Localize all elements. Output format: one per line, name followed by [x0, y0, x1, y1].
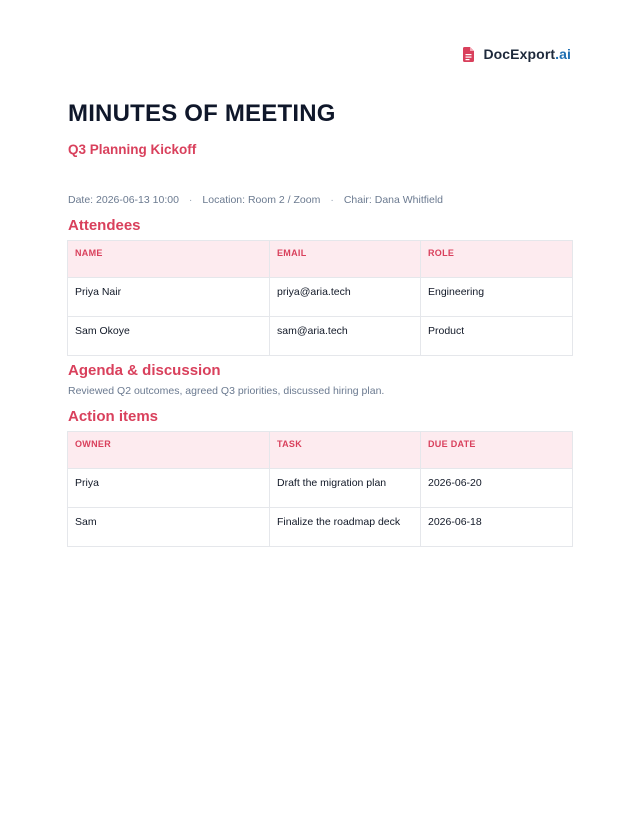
meta-separator: · — [188, 194, 193, 206]
meeting-subtitle: Q3 Planning Kickoff — [68, 142, 197, 157]
action-owner: Sam — [68, 508, 270, 547]
meta-location: Location: Room 2 / Zoom — [202, 194, 321, 206]
attendees-table — [67, 240, 573, 356]
column-header-due-date: DUE DATE — [421, 432, 573, 469]
action-task: Finalize the roadmap deck — [270, 508, 421, 547]
attendee-role: Engineering — [421, 278, 573, 317]
attendee-email: sam@aria.tech — [270, 317, 421, 356]
table-header-row — [68, 241, 573, 278]
document-icon — [463, 47, 474, 62]
attendees-heading: Attendees — [68, 217, 141, 234]
attendee-name: Priya Nair — [68, 278, 270, 317]
table-header-row — [68, 432, 573, 469]
attendee-name: Sam Okoye — [68, 317, 270, 356]
table-row — [68, 317, 573, 356]
action-due-date: 2026-06-18 — [421, 508, 573, 547]
agenda-heading: Agenda & discussion — [68, 362, 221, 379]
action-due-date: 2026-06-20 — [421, 469, 573, 508]
page-title: MINUTES OF MEETING — [68, 100, 336, 127]
attendee-role: Product — [421, 317, 573, 356]
meta-separator: · — [330, 194, 334, 206]
brand-name — [483, 46, 571, 62]
attendee-email: priya@aria.tech — [270, 278, 421, 317]
meta-chair: Chair: Dana Whitfield — [343, 194, 444, 206]
brand-name-tld: .ai — [555, 46, 571, 62]
brand-logo — [463, 46, 571, 62]
column-header-name: NAME — [68, 241, 270, 278]
column-header-email: EMAIL — [270, 241, 421, 278]
action-items-table — [67, 431, 573, 547]
column-header-role: ROLE — [421, 241, 573, 278]
brand-name-main: DocExport — [483, 46, 556, 62]
table-row — [68, 278, 573, 317]
table-row — [68, 508, 573, 547]
column-header-task: TASK — [270, 432, 421, 469]
action-owner: Priya — [68, 469, 270, 508]
meeting-meta — [68, 194, 443, 206]
action-task: Draft the migration plan — [270, 469, 421, 508]
table-row — [68, 469, 573, 508]
action-items-heading: Action items — [68, 408, 159, 425]
agenda-text: Reviewed Q2 outcomes, agreed Q3 priorities, discussed hiring plan. — [68, 385, 385, 397]
column-header-owner: OWNER — [68, 432, 270, 469]
meta-date: Date: 2026-06-13 10:00 — [68, 194, 179, 206]
